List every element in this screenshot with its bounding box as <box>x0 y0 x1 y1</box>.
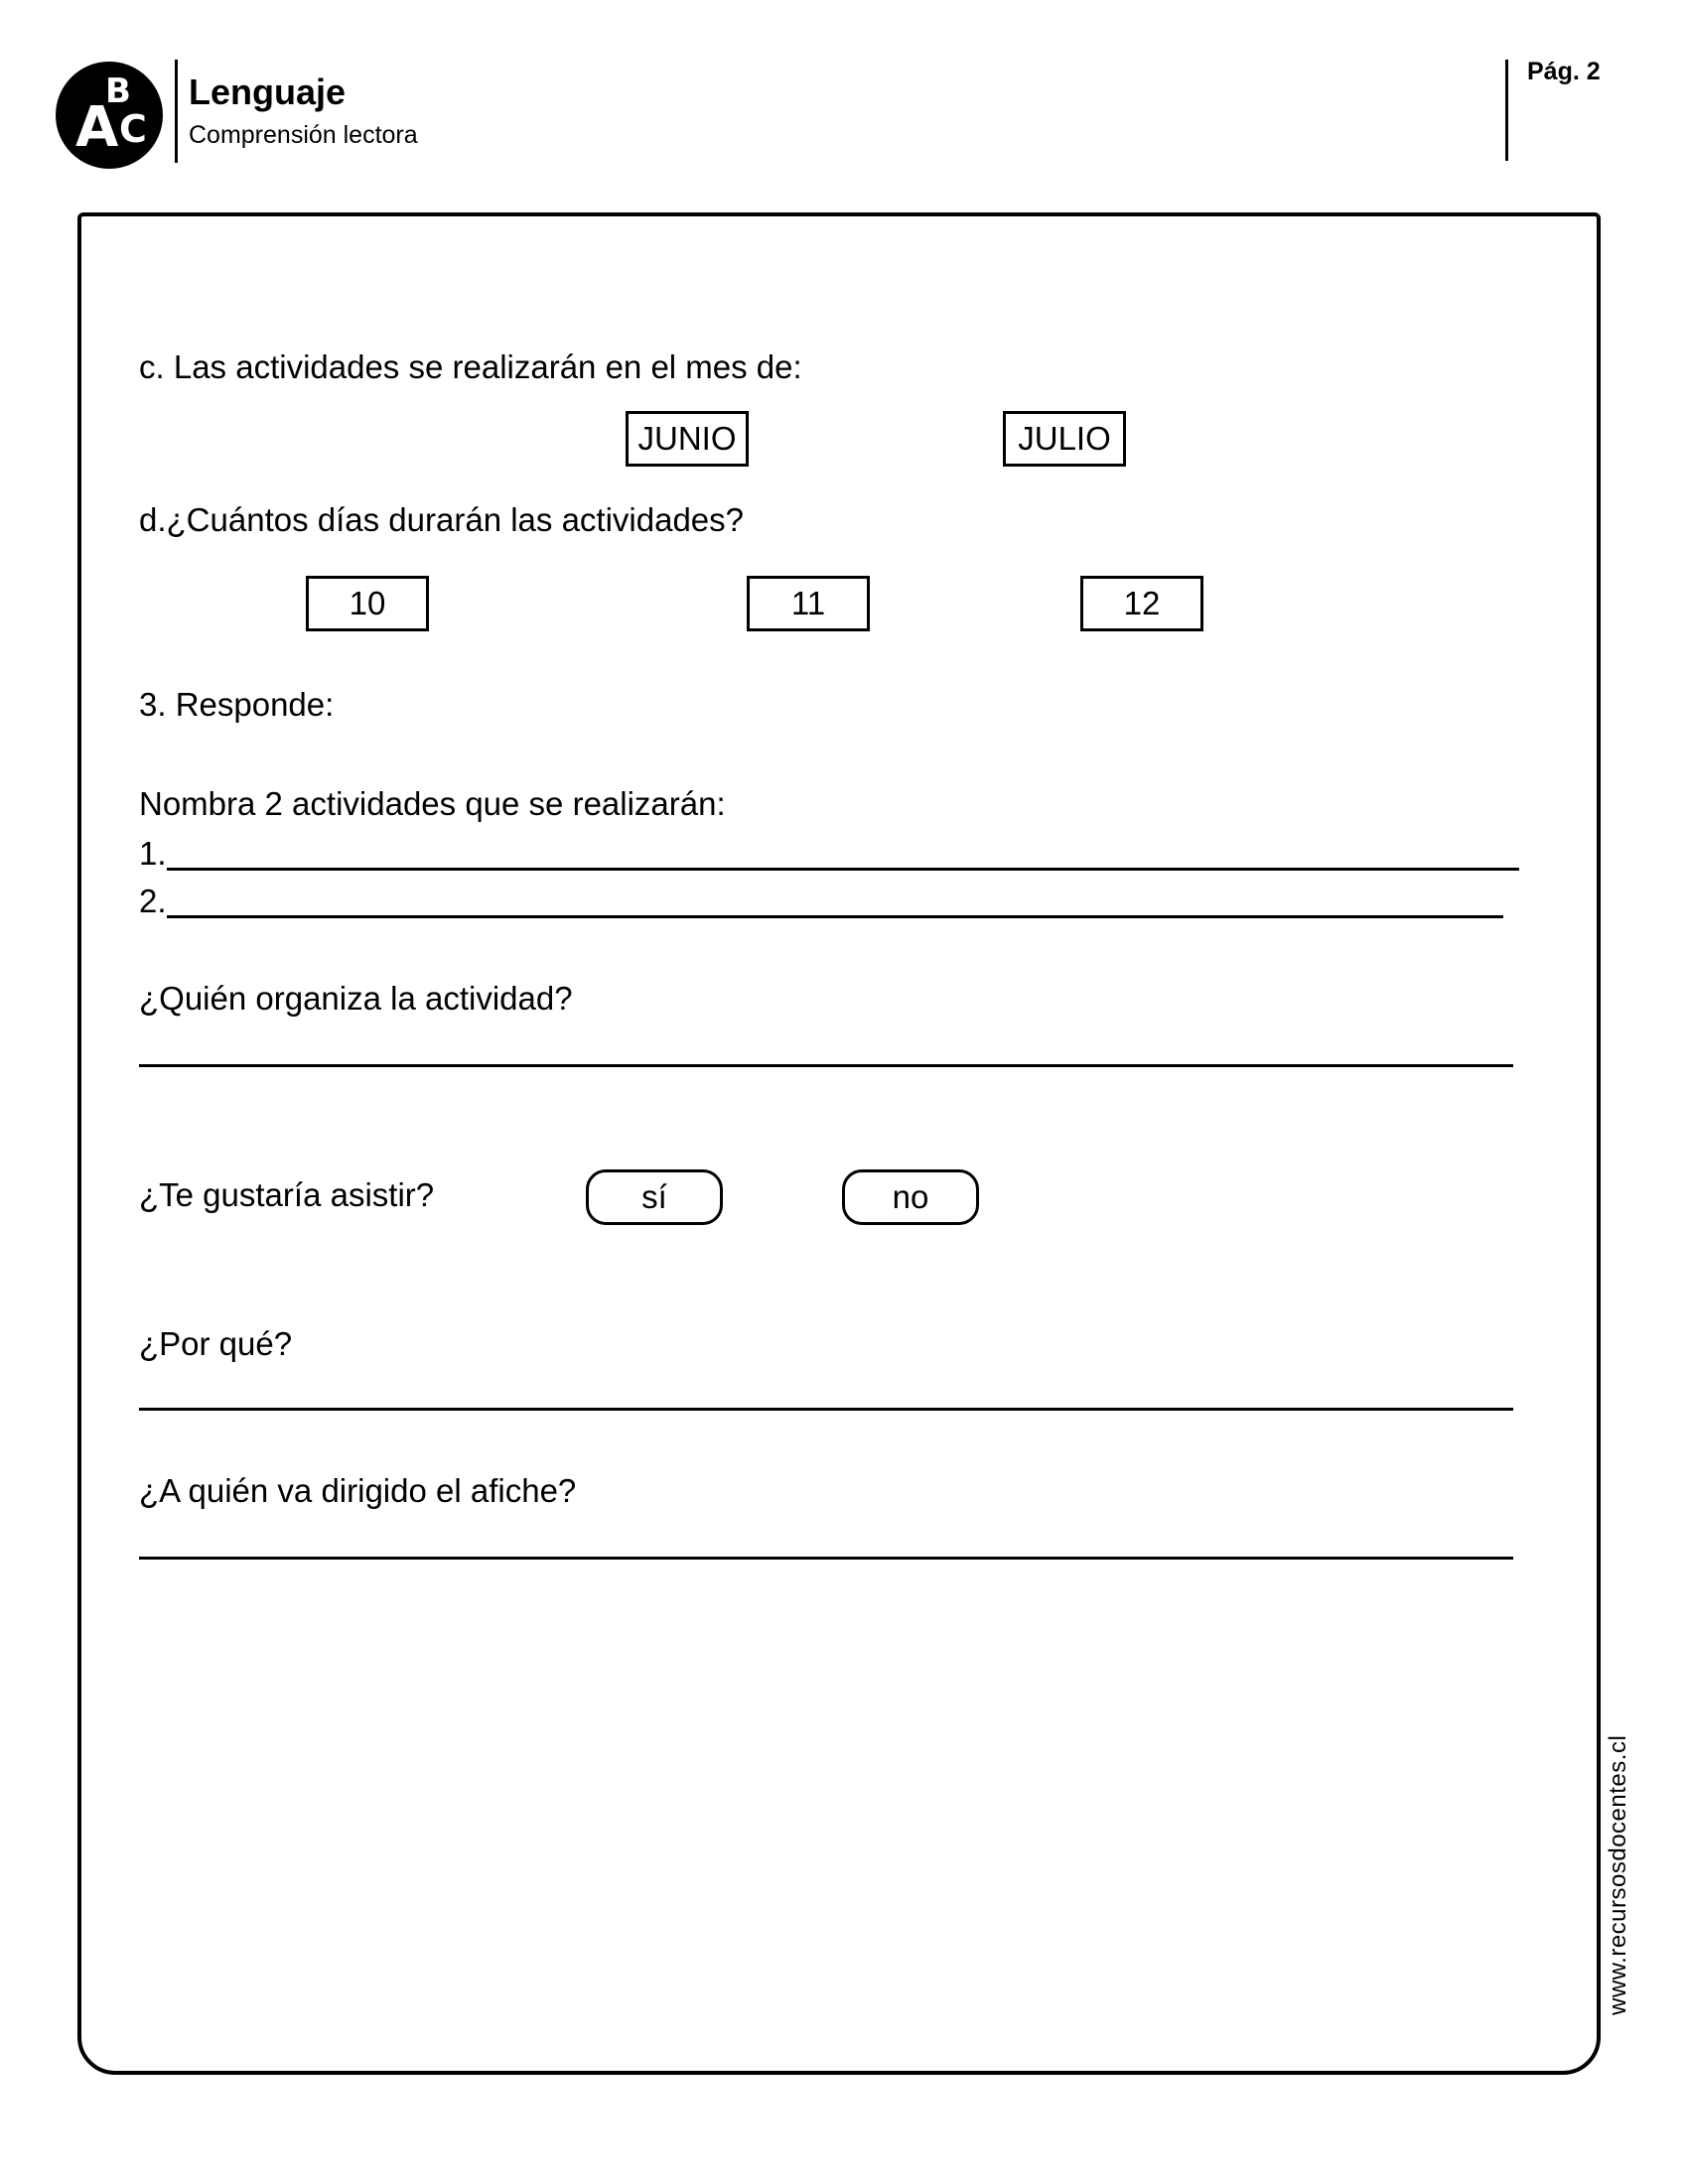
option-julio[interactable]: JULIO <box>1003 411 1126 467</box>
option-no[interactable]: no <box>842 1169 979 1225</box>
answer-label-2: 2. <box>139 883 167 919</box>
question-d: d.¿Cuántos días durarán las actividades? <box>139 501 745 538</box>
logo-letter-b: B <box>105 71 131 111</box>
header-divider-left <box>175 60 178 163</box>
answer-line-1[interactable] <box>167 868 1519 871</box>
subject-subtitle: Comprensión lectora <box>189 121 418 149</box>
site-watermark: www.recursosdocentes.cl <box>1605 1734 1631 2015</box>
why-answer-line[interactable] <box>139 1408 1513 1411</box>
attend-question: ¿Te gustaría asistir? <box>139 1176 435 1213</box>
option-12[interactable]: 12 <box>1080 576 1203 631</box>
option-11[interactable]: 11 <box>747 576 870 631</box>
question-c: c. Las actividades se realizarán en el mes de: <box>139 348 802 385</box>
why-question: ¿Por qué? <box>139 1325 293 1362</box>
answer-line-2[interactable] <box>167 915 1503 918</box>
option-si[interactable]: sí <box>586 1169 723 1225</box>
audience-question: ¿A quién va dirigido el afiche? <box>139 1472 577 1509</box>
page-number: Pág. 2 <box>1527 58 1601 85</box>
worksheet-frame <box>77 212 1601 2075</box>
logo-letter-c: C <box>119 107 147 151</box>
logo-letter-a: A <box>75 95 119 160</box>
header-divider-right <box>1505 60 1508 161</box>
organizer-question: ¿Quién organiza la actividad? <box>139 980 573 1017</box>
option-10[interactable]: 10 <box>306 576 429 631</box>
section-3-heading: 3. Responde: <box>139 686 335 723</box>
organizer-answer-line[interactable] <box>139 1064 1513 1067</box>
audience-answer-line[interactable] <box>139 1557 1513 1560</box>
activities-question: Nombra 2 actividades que se realizarán: <box>139 785 726 822</box>
answer-label-1: 1. <box>139 835 167 872</box>
subject-title: Lenguaje <box>189 71 347 112</box>
option-junio[interactable]: JUNIO <box>626 411 749 467</box>
abc-logo <box>56 62 163 169</box>
